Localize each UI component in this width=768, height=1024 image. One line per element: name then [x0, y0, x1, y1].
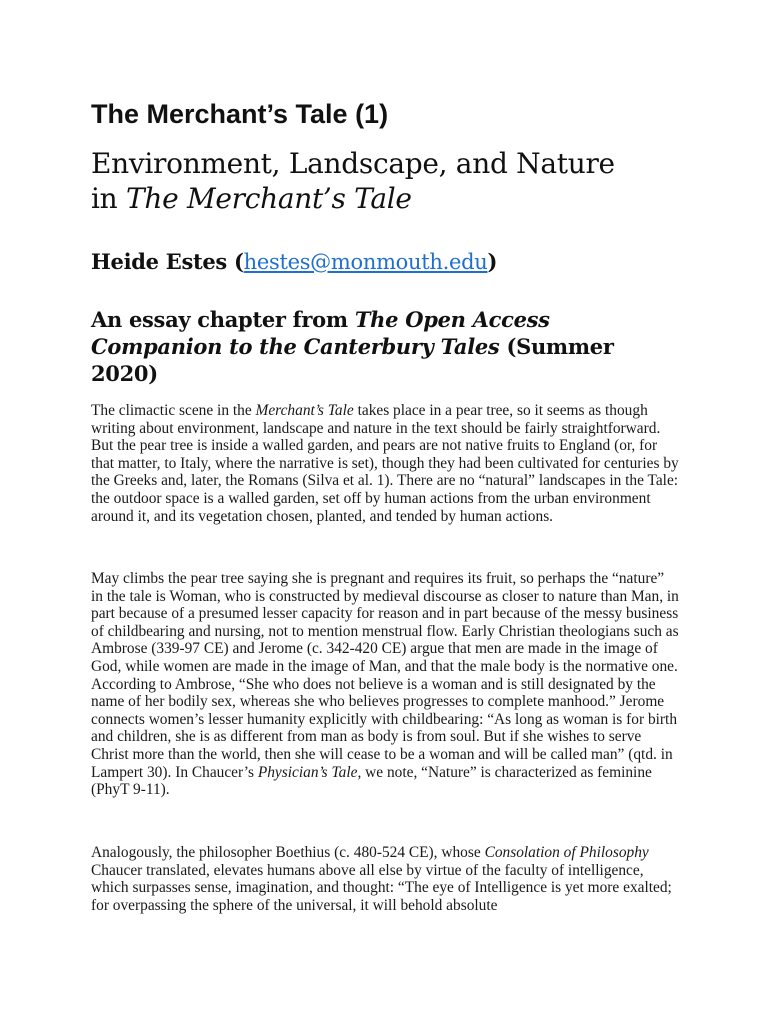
- paragraph-2-text-a: May climbs the pear tree saying she is pregnant and requires its fruit, so perhaps the “nature” in the tale is Woman, who is constructed by medieval discourse as closer to nature than Man, in part because of a presumed lesser capacity for reason and in part because of the messy business of childbearing and nursing, not to mention menstrual flow. Early Christian theologians such as Ambrose (339-97 CE) and Jerome (c. 342-420 CE) argue that men are made in the image of God, while women are made in the image of Man, and that the male body is the normative one. According to Ambrose, “She who does not believe is a woman and is still designated by the name of her bodily sex, whereas she who believes progresses to complete manhood.” Jerome connects women’s lesser humanity explicitly with childbearing: “As long as woman is for birth and children, she is as different from man as body is from soul. But if she wishes to serve Christ more than the world, then she will cease to be a woman and will be called man” (qtd. in Lampert 30). In Chaucer’s: [91, 570, 679, 781]
- paragraph-2-text-b: , we note, “Nature” is characterized as feminine (PhyT 9-11).: [91, 763, 652, 799]
- paragraph-2: [91, 570, 679, 799]
- page-title: [91, 146, 691, 216]
- author-name: Heide Estes (: [91, 249, 244, 274]
- paragraph-1-italic: Merchant’s Tale: [255, 402, 354, 419]
- subtitle: [91, 306, 681, 387]
- author-line: [91, 247, 497, 277]
- paragraph-1-text-a: The climactic scene in the: [91, 402, 256, 419]
- author-close-paren: ): [487, 249, 498, 274]
- chapter-label: The Merchant’s Tale (1): [91, 99, 389, 129]
- paragraph-1: [91, 402, 679, 525]
- subtitle-suffix: (Summer 2020): [91, 334, 614, 386]
- author-email-link[interactable]: hestes@monmouth.edu: [243, 250, 488, 274]
- paragraph-3: [91, 844, 679, 914]
- title-line-1: Environment, Landscape, and Nature: [91, 147, 615, 180]
- paragraph-3-text-a: Analogously, the philosopher Boethius (c. 480-524 CE), whose: [91, 844, 485, 861]
- subtitle-italic: The Open Access Companion to the Canterbury Tales: [91, 307, 550, 359]
- paragraph-3-italic: Consolation of Philosophy: [484, 844, 649, 861]
- title-line-2-prefix: in: [91, 182, 126, 215]
- title-line-2-italic: The Merchant’s Tale: [126, 182, 412, 215]
- paragraph-1-text-b: takes place in a pear tree, so it seems as though writing about environment, landscape and nature in the text should be fairly straightforward. But the pear tree is inside a walled garden, and pears are not native fruits to England (or, for that matter, to Italy, where the narrative is set), though they had been cultivated for centuries by the Greeks and, later, the Romans (Silva et al. 1). There are no “natural” landscapes in the Tale: the outdoor space is a walled garden, set off by human actions from the urban environment around it, and its vegetation chosen, planted, and tended by human actions.: [91, 402, 679, 525]
- paragraph-2-italic: Physician’s Tale: [257, 763, 358, 781]
- paragraph-3-text-b: Chaucer translated, elevates humans above all else by virtue of the faculty of intelligence, which surpasses sense, imagination, and thought: “The eye of Intelligence is yet more exalted; for overpassing the sphere of the universal, it will behold absolute: [91, 861, 672, 914]
- subtitle-prefix: An essay chapter from: [91, 307, 355, 332]
